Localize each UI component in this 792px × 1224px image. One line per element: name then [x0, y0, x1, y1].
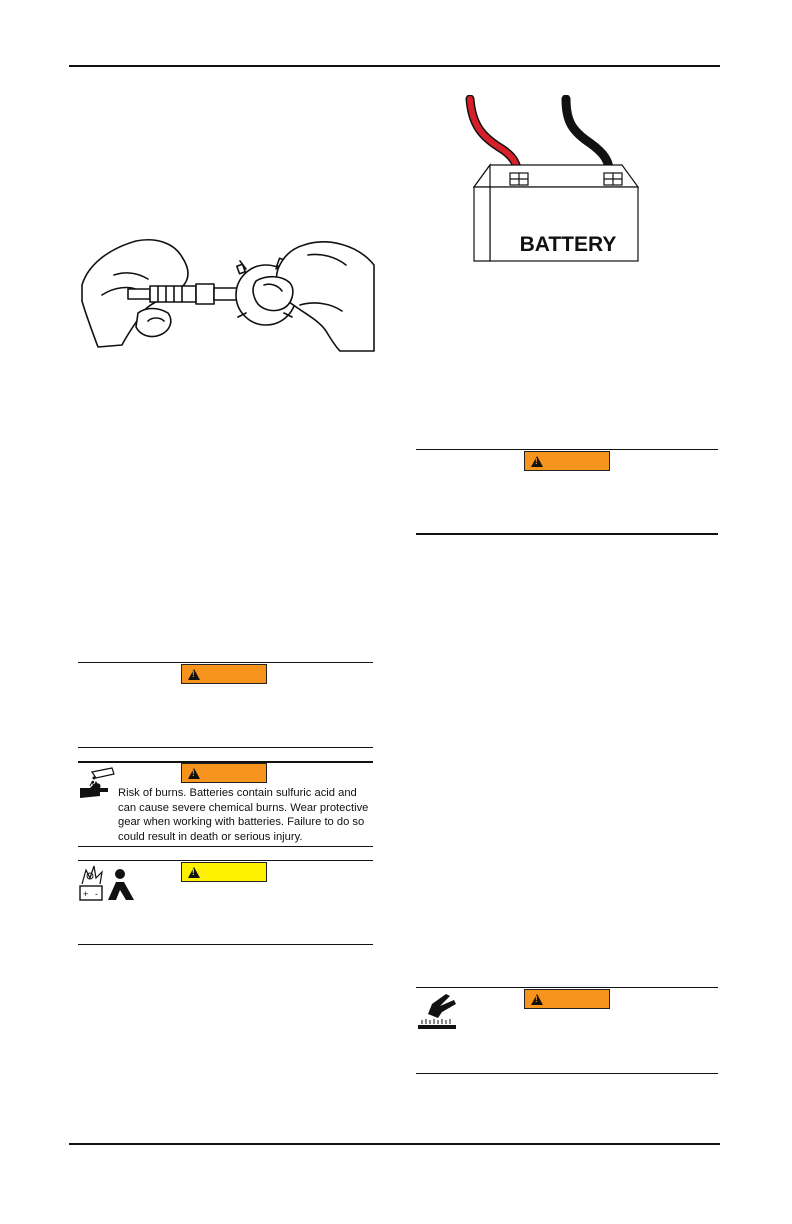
warning-top-rule [416, 449, 718, 450]
battery-label: BATTERY [519, 233, 617, 256]
svg-text:+: + [83, 889, 89, 899]
warning-top-rule [416, 987, 718, 988]
page-header-rule [69, 65, 720, 67]
battery-illustration [462, 95, 642, 265]
warning-triangle-icon [188, 867, 200, 878]
warning-badge [524, 451, 610, 471]
caution-top-rule [78, 860, 373, 861]
warning-bottom-rule [78, 846, 373, 847]
warning-triangle-icon [531, 456, 543, 467]
warning-triangle-icon [188, 768, 200, 779]
spark-plug-hands-illustration [78, 235, 378, 353]
caution-bottom-rule [78, 944, 373, 945]
warning-text: Risk of burns. Batteries contain sulfuric acid and can cause severe chemical burns. Wear protective gear when working with batteries. Failure to do so could result in death or serious injury. [118, 787, 369, 843]
warning-triangle-icon [188, 669, 200, 680]
warning-top-rule [78, 662, 373, 663]
warning-bottom-rule [416, 533, 718, 535]
battery-explosion-icon [78, 864, 138, 904]
warning-badge [181, 763, 267, 783]
svg-text:-: - [95, 889, 98, 899]
warning-badge [524, 989, 610, 1009]
acid-burn-icon [78, 766, 116, 802]
caution-badge [181, 862, 267, 882]
warning-badge [181, 664, 267, 684]
warning-bottom-rule [416, 1073, 718, 1074]
warning-triangle-icon [531, 994, 543, 1005]
warning-bottom-rule [78, 747, 373, 748]
page-footer-rule [69, 1143, 720, 1145]
hot-surface-icon [416, 990, 460, 1032]
